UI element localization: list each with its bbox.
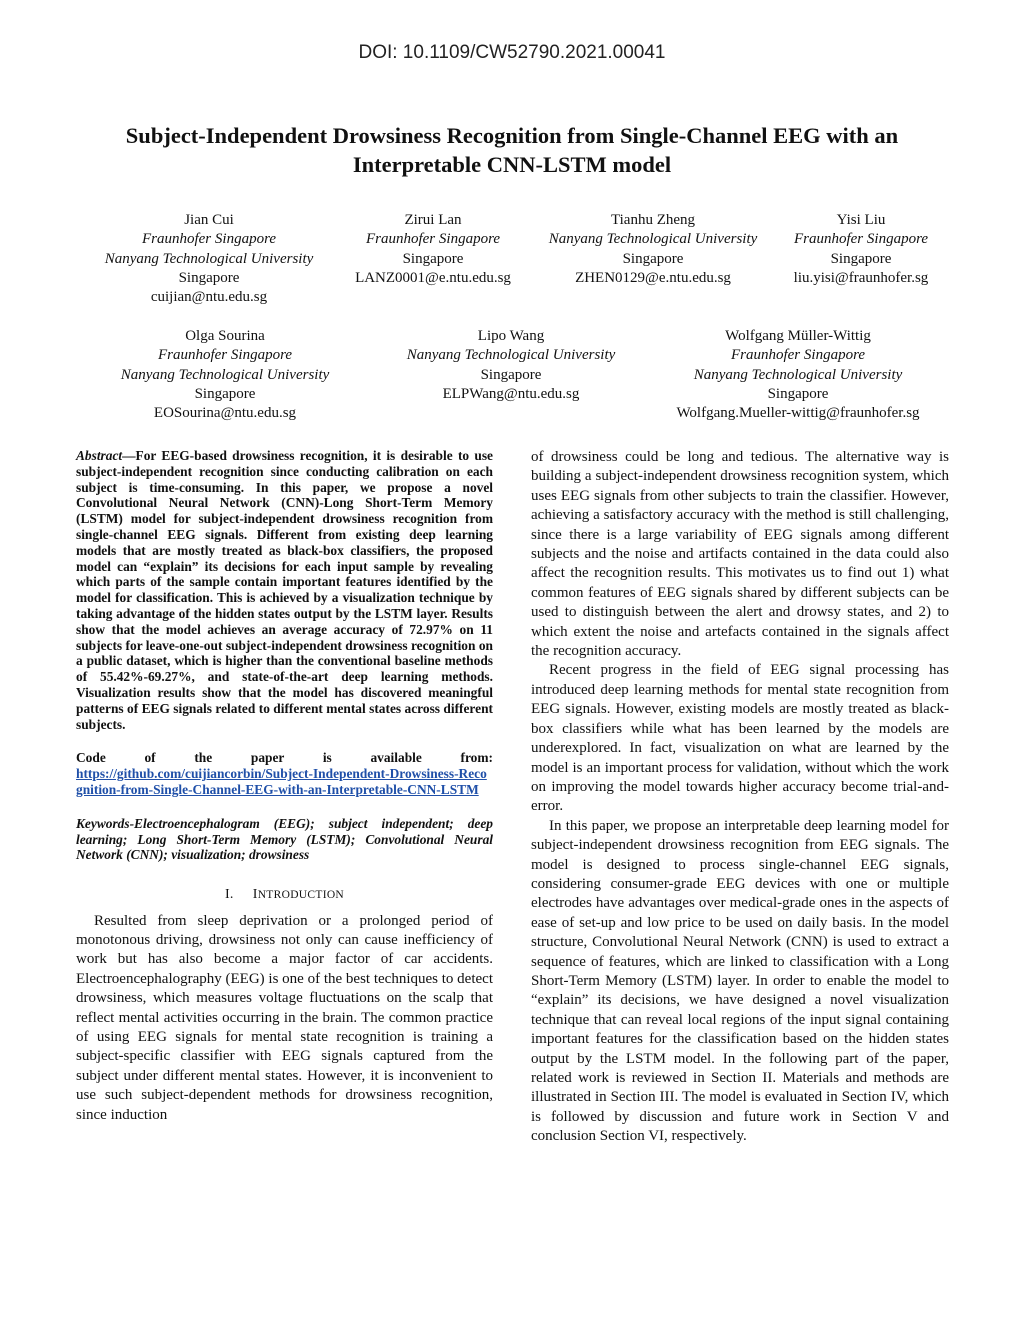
left-column <box>76 448 493 1125</box>
author-email: EOSourina@ntu.edu.sg <box>153 405 297 422</box>
author-name: Olga Sourina <box>185 328 265 344</box>
author-name: Yisi Liu <box>836 212 886 228</box>
abstract-body: —For EEG-based drowsiness recognition, it is desirable to use subject-independent recognition since conducting calibration on each subject is time-consuming. In this paper, we propose a novel Convolutional Neural Network (CNN)-Long Short-Term Memory (LSTM) model for subject-independent drowsiness recognition from single-channel EEG signals. Different from existing deep learning models that are mostly treated as black-box classifiers, the proposed model can “explain” its decisions for each input sample by revealing which parts of the sample contain important features identified by the model for classification. This is achieved by a visualization technique by taking advantage of the hidden states output by the LSTM layer. Results show that the model achieves an average accuracy of 72.97% on 11 subjects for leave-one-out subject-independent drowsiness recognition on a public dataset, which is higher than the conventional baseline methods of 55.42%-69.27%, and state-of-the-art deep learning methods. Visualization results show that the model has discovered meaningful patterns of EEG signals related to different mental states across different subjects. <box>76 448 493 732</box>
author-email: Wolfgang.Mueller-wittig@fraunhofer.sg <box>676 405 920 422</box>
author-block-lipo-wang <box>386 327 636 404</box>
author-block-jian-cui <box>84 211 334 307</box>
author-country: Singapore <box>830 250 892 267</box>
intro-paragraph-1-continued: of drowsiness could be long and tedious. The alternative way is building a subject-independent drowsiness recognition system, which uses EEG signals from other subjects to train the classifier. However, achieving a satisfactory accuracy with the method is still challenging, since there is a large variability of EEG signals among different subjects and the noise and artifacts contained in the data could also affect the recognition results. This motivates us to find out 1) what common features of EEG signals shared by different subjects can be used to distinguish between the alert and drowsy states, and 2) to which extent the noise and artefacts contained in the signals affect the recognition accuracy. <box>531 449 949 660</box>
section-title-rest: NTRODUCTION <box>257 889 345 902</box>
author-country: Singapore <box>480 366 542 383</box>
author-name: Tianhu Zheng <box>610 212 696 228</box>
author-country: Singapore <box>767 385 829 402</box>
author-affiliation: Fraunhofer Singapore <box>730 347 866 364</box>
title-line-2: Interpretable CNN-LSTM model <box>352 152 672 177</box>
author-email: cuijian@ntu.edu.sg <box>150 289 268 306</box>
intro-paragraph-2: Recent progress in the field of EEG signal processing has introduced deep learning methods for mental state recognition from EEG signals. However, existing models are mostly treated as black-box classifiers while what has been learned by the models are underexplored. In fact, visualization on what are learned by the model is an important process for validation, without which the work on improving the model towards higher accuracy become trial-and-error. <box>531 662 949 815</box>
author-name: Zirui Lan <box>404 212 462 228</box>
section-title-initial: I <box>252 887 258 903</box>
author-affiliation: Nanyang Technological University <box>120 366 330 383</box>
author-block-olga-sourina <box>100 327 350 423</box>
author-affiliation: Fraunhofer Singapore <box>365 231 501 248</box>
author-country: Singapore <box>402 250 464 267</box>
author-email: ELPWang@ntu.edu.sg <box>442 385 580 402</box>
author-affiliation: Fraunhofer Singapore <box>793 231 929 248</box>
author-block-yisi-liu <box>778 211 944 288</box>
title-line-1: Subject-Independent Drowsiness Recognition from Single-Channel EEG with an <box>125 123 899 148</box>
code-label: Code of the paper is available from: <box>76 750 493 766</box>
author-name: Wolfgang Müller-Wittig <box>725 328 871 344</box>
abstract <box>76 448 493 732</box>
section-number: I. <box>224 887 234 903</box>
code-availability <box>76 750 493 797</box>
keywords: Keywords-Electroencephalogram (EEG); subject independent; deep learning; Long Short-Term Memory (LSTM); Convolutional Neural Network (CNN); visualization; drowsiness <box>76 815 493 863</box>
author-block-zirui-lan <box>338 211 528 288</box>
author-name: Jian Cui <box>184 212 234 228</box>
author-affiliation: Nanyang Technological University <box>548 231 758 248</box>
paper-title <box>70 121 954 179</box>
intro-paragraph-3: In this paper, we propose an interpretable deep learning model for subject-independent drowsiness recognition from EEG signals. The model is designed to process single-channel EEG signals, considering consumer-grade EEG devices with one or multiple electrodes have advantages over medical-grade ones in the aspects of ease of set-up and low price to be used on daily basis. In the model structure, Convolutional Neural Network (CNN) is used to extract a sequence of features, which are linked to classification with a Long Short-Term Memory (LSTM) layer. In order to enable the model to “explain” its decisions, we have designed a novel visualization technique that can reveal local regions of the input signal containing important features for the classification based on the hidden states output by the LSTM model. In the following part of the paper, related work is reviewed in Section II. Materials and methods are illustrated in Section III. The model is evaluated in Section IV, which is followed by discussion and future work in Section V and conclusion Section VI, respectively. <box>531 817 949 1145</box>
author-affiliation: Nanyang Technological University <box>104 250 314 267</box>
author-affiliation: Fraunhofer Singapore <box>141 231 277 248</box>
author-affiliation: Fraunhofer Singapore <box>157 347 293 364</box>
right-column <box>531 448 949 1147</box>
author-block-wolfgang-mueller-wittig <box>650 327 946 423</box>
intro-paragraph-1: Resulted from sleep deprivation or a prolonged period of monotonous driving, drowsiness not only can cause inefficiency of work but has also become a major factor of car accidents. Electroencephalography (EEG) is one of the best techniques to detect drowsiness, which measures voltage fluctuations on the scalp that reflect mental activities occurring in the brain. The common practice of using EEG signals for mental state recognition is training a subject-specific classifier with EEG signals captured from the subject under different mental states. However, it is inconvenient to use such subject-dependent methods for drowsiness recognition, since induction <box>76 912 493 1123</box>
author-country: Singapore <box>622 250 684 267</box>
author-country: Singapore <box>194 385 256 402</box>
code-repository-link[interactable]: https://github.com/cuijiancorbin/Subject-Independent-Drowsiness-Recognition-from-Single-Channel-EEG-with-an-Interpretable-CNN-LSTM <box>76 766 487 797</box>
author-block-tianhu-zheng <box>532 211 774 288</box>
author-email: liu.yisi@fraunhofer.sg <box>793 269 929 286</box>
doi-header: DOI: 10.1109/CW52790.2021.00041 <box>358 42 666 63</box>
author-affiliation: Nanyang Technological University <box>693 366 903 383</box>
author-affiliation: Nanyang Technological University <box>406 347 616 364</box>
author-email: ZHEN0129@e.ntu.edu.sg <box>575 269 731 286</box>
section-heading-introduction <box>76 885 493 905</box>
abstract-lead: Abstract <box>76 448 123 463</box>
author-name: Lipo Wang <box>477 328 545 344</box>
author-email: LANZ0001@e.ntu.edu.sg <box>355 269 511 286</box>
author-country: Singapore <box>178 269 240 286</box>
